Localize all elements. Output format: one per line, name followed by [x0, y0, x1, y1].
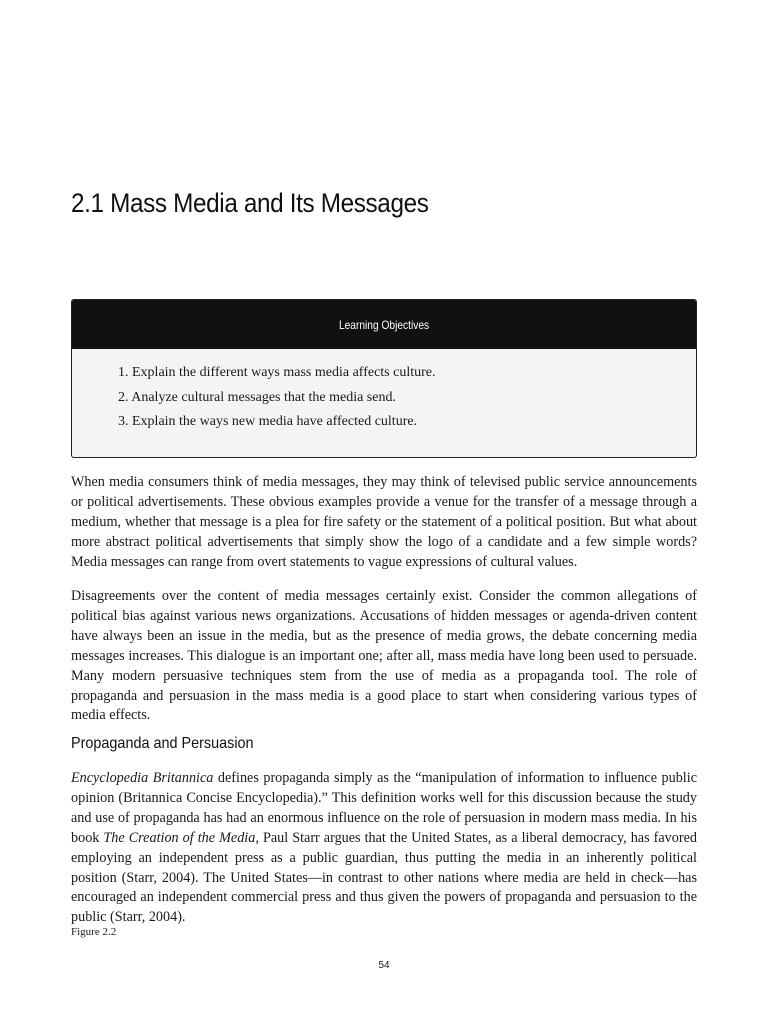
- figure-label: Figure 2.2: [71, 926, 117, 938]
- learning-objectives-title: Learning Objectives: [338, 317, 430, 332]
- body-paragraph: [71, 769, 697, 928]
- body-paragraph: Disagreements over the content of media messages certainly exist. Consider the common allegations of political bias against various news organizations. Accusations of hidden messages or agenda-driven content have always been an issue in the media, but as the presence of media grows, the debate concerning media messages increases. This dialogue is an important one; after all, mass media have long been used to persuade. Many modern persuasive techniques stem from the use of media as a propaganda tool. The role of propaganda and persuasion in the mass media is a good place to start when considering various types of media effects.: [71, 588, 697, 724]
- objective-item: 2. Analyze cultural messages that the media send.: [118, 389, 396, 405]
- paragraph-text: defines propaganda simply as the “manipulation of information to influence public opinion (Britannica Concise Encyclopedia).” This definition works well for this discussion because the study and use of propaganda has had an enormous influence on the role of persuasion in modern mass media. In his book: [71, 770, 697, 846]
- italic-title: Encyclopedia Britannica: [71, 770, 214, 786]
- section-heading: Propaganda and Persuasion: [71, 735, 254, 752]
- objective-item: 3. Explain the ways new media have affected culture.: [118, 414, 418, 429]
- learning-objectives-box: [71, 299, 697, 458]
- learning-objectives-header: [72, 300, 696, 349]
- body-paragraph: When media consumers think of media messages, they may think of televised public service announcements or political advertisements. These obvious examples provide a venue for the transfer of a message through a medium, whether that message is a plea for fire safety or the statement of a political position. But what about more abstract political advertisements that simply show the logo of a candidate and a few simple words? Media messages can range from overt statements to vague expressions of cultural values.: [71, 474, 697, 570]
- paragraph-text: Paul Starr argues that the United States, as a liberal democracy, has favored employing an independent press as a public guardian, thus putting the media in an inherently political position (Starr, 2004). The United States—in contrast to other nations where media are held in check—has encouraged an independent commercial press and thus given the powers of propaganda and persuasion to the public (Starr, 2004).: [71, 829, 697, 926]
- page-number: 54: [378, 960, 390, 971]
- objective-item: 1. Explain the different ways mass media affects culture.: [118, 365, 436, 380]
- chapter-title: 2.1 Mass Media and Its Messages: [71, 188, 429, 218]
- learning-objectives-list: [118, 361, 436, 435]
- italic-title: The Creation of the Media,: [103, 829, 259, 846]
